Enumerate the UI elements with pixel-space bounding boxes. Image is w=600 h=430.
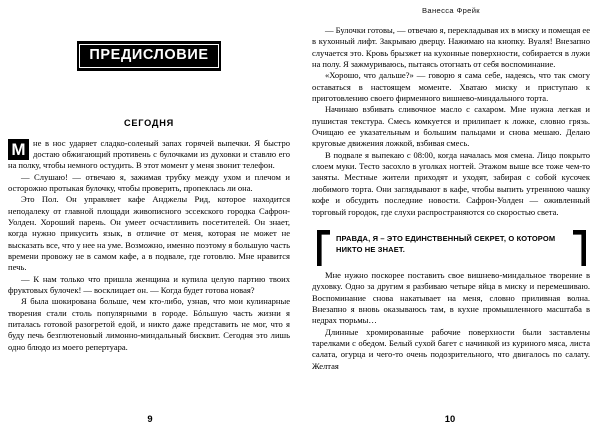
paragraph: Это Пол. Он управляет кафе Анджелы Рид, которое находится неподалеку от главной площади живописного эссекского городка Сафрон-Уолден. Хороший парень. Он умеет осчастливить посетителей. Он знает, когда нужно прикусить язык, в отличие от меня, которая не может не высказать все, что у нее на уме. Возможно, именно поэтому я большую часть времени провожу не в самом кафе, а в подвале, где готовлю. Мне нравится печь.: [8, 194, 290, 273]
left-body-text: [8, 138, 290, 354]
bracket-right-icon: [573, 230, 586, 266]
paragraph: [8, 138, 290, 172]
page-right: [300, 0, 600, 430]
paragraph: Длинные хромированные рабочие поверхности были заставлены тарелками с обедом. Белый сухой багет с начинкой из куриного мяса, листа салата, огурца и чего-то очень подозрительного, что двигалось по салату. Желтая: [312, 326, 590, 371]
section-heading: СЕГОДНЯ: [124, 117, 174, 128]
bracket-left-icon: [317, 230, 330, 266]
drop-cap: М: [8, 139, 29, 160]
right-body-text-bottom: [312, 270, 590, 372]
paragraph: — К нам только что пришла женщина и купила целую партию твоих фруктовых булочек! — восклицает он. — Когда будет готова новая?: [8, 273, 290, 295]
paragraph: «Хорошо, что дальше?» — говорю я сама себе, надеясь, что так смогу оставаться в настоящем моменте. Хватаю миску и приступаю к приготовлению своего фирменного вишнево-миндального торта.: [312, 70, 590, 104]
folio-right: 10: [444, 413, 456, 424]
paragraph: — Слушаю! — отвечаю я, зажимая трубку между ухом и плечом и осторожно протыкая булочку, чтобы проверить, пропеклась ли она.: [8, 171, 290, 193]
running-head: Ванесса Фрейк: [422, 6, 480, 15]
paragraph: — Булочки готовы, — отвечаю я, перекладывая их в миску и помещая ее в кухонный лифт. Закрываю дверцу. Нажимаю на кнопку. Вуаля! Внезапно случается это. Кровь брызжет на кухонные поверхности, собирается в лужи на полу. Я зажмуриваюсь, пытаясь отогнать от себя воспоминание.: [312, 25, 590, 70]
paragraph: В подвале я выпекаю с 08:00, когда началась моя смена. Лицо покрыто слоем муки. Тесто засохло в уголках ногтей. Этажом выше все тоже чем-то заняты. Местные жители приходят и уходят, забирая с собой кусочек любимого торта. Они заглядывают в кафе, чтобы выпить утреннюю чашку кофе и обсудить последние новости. Сафрон-Уолден — оживленный торговый городок, где слухи распространяются со скоростью света.: [312, 149, 590, 217]
chapter-title-plate-inner: [79, 44, 218, 69]
paragraph: Мне нужно поскорее поставить свое вишнево-миндальное творение в духовку. Одно за другим я разбиваю четыре яйца в миску и перемешиваю. Воспоминание снова накатывает на меня, словно приливная волна. Внезапно я вновь оказываюсь там, в кухне промышленного масштаба в недрах тюрьмы…: [312, 269, 590, 326]
chapter-title: ПРЕДИСЛОВИЕ: [89, 47, 209, 63]
chapter-title-plate-wrap: [8, 41, 290, 71]
pull-quote-text: ПРАВДА, Я – ЭТО ЕДИНСТВЕННЫЙ СЕКРЕТ, О КОТОРОМ НИКТО НЕ ЗНАЕТ.: [336, 233, 556, 255]
pull-quote: [312, 230, 590, 259]
chapter-title-plate: [77, 41, 221, 71]
right-body-text-top: [312, 25, 590, 218]
folio-left: 9: [147, 413, 153, 424]
paragraph: Начинаю взбивать сливочное масло с сахаром. Мне нужна легкая и пушистая текстура. Смесь комкуется и прилипает к ложке, словно грязь. Очищаю ее указательным и большим пальцами и снова мешаю. Делаю круговые движения ложкой, взбивая смесь.: [312, 104, 590, 149]
paragraph-text: не в нос ударяет сладко-соленый запах горячей выпечки. Я быстро достаю обжигающий противень с булочками из духовки и ставлю его на полку, чтобы немного остудить. В этот момент у меня звонит телефон.: [8, 137, 290, 171]
paragraph: Я была шокирована больше, чем кто-либо, узнав, что мои кулинарные творения стали столь популярными в городе. Бóльшую часть жизни я питалась готовой разогретой едой, и никто даже представить не мог, что я буду печь безглютеновый лимонно-миндальный бисквит. Сегодня это лишь одно блюдо из моего репертуара.: [8, 296, 290, 352]
